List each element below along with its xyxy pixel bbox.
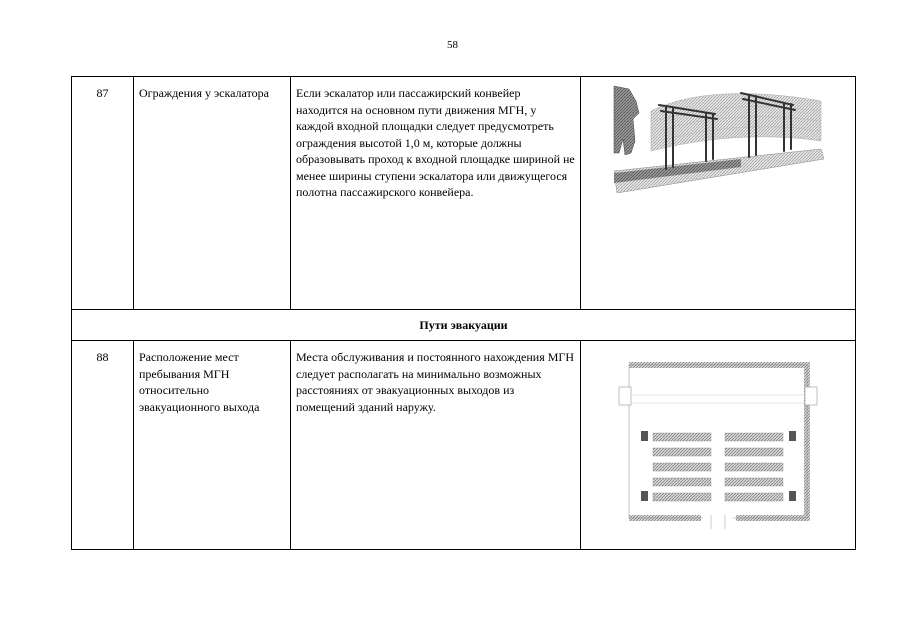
- image-cell: [581, 341, 856, 550]
- row-description: Места обслуживания и постоянного нахождения МГН следует располагать на минимально возможных расстояниях от эвакуационных выходов из помещений зданий наружу.: [291, 341, 581, 550]
- row-description: Если эскалатор или пассажирский конвейер находится на основном пути движения МГН, у каждой входной площадки следует предусмотреть ограждения высотой 1,0 м, которые должны образовывать проход к входной площадке шириной не менее ширины ступени эскалатора или движущегося полотна пассажирского конвейера.: [291, 77, 581, 310]
- section-header-row: [72, 310, 856, 341]
- evacuation-plan-illustration: [581, 345, 856, 535]
- row-number: 87: [72, 77, 134, 310]
- image-cell: [581, 77, 856, 310]
- page-number: 58: [447, 39, 458, 51]
- row-title: Ограждения у эскалатора: [134, 77, 291, 310]
- escalator-railing-illustration: [581, 81, 856, 201]
- row-number: 88: [72, 341, 134, 550]
- table-row-87: [72, 77, 856, 310]
- row-title: Расположение мест пребывания МГН относительно эвакуационного выхода: [134, 341, 291, 550]
- section-title: Пути эвакуации: [72, 310, 856, 341]
- table-row-88: [72, 341, 856, 550]
- requirements-table: [71, 76, 856, 550]
